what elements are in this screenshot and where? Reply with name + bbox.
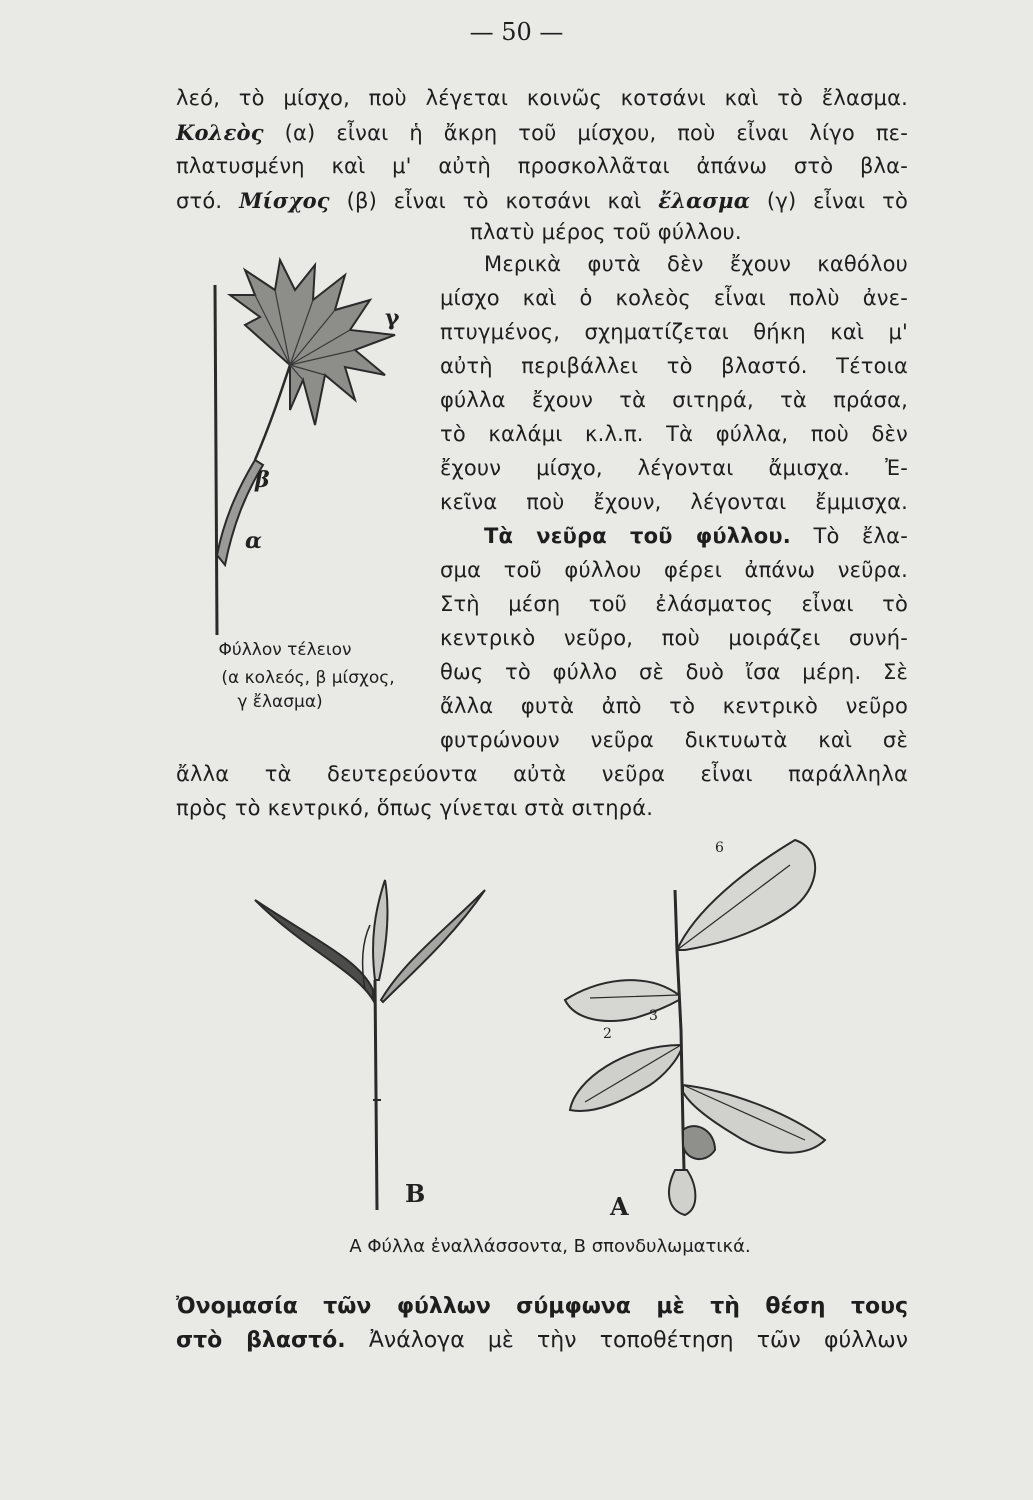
term-mischos: Μίσχος (239, 188, 330, 213)
page-number: — 50 — (469, 18, 564, 46)
text-line (484, 524, 908, 548)
label-B: Β (405, 1179, 426, 1208)
text-line: ἄλλα φυτὰ ἀπὸ τὸ κεντρικὸ νεῦρο (440, 694, 908, 718)
section-heading (176, 1294, 908, 1319)
text-line: πλατυσμένη καὶ μ' αὐτὴ προσκολλᾶται ἀπάνω στὸ βλα- (176, 154, 908, 178)
text-span: Ἀνάλογα μὲ τὴν τοποθέτηση τῶν φύλλων (345, 1328, 908, 1353)
label-6: 6 (715, 840, 724, 856)
subheading-nevra: Τὰ νεῦρα τοῦ φύλλου. (484, 524, 791, 548)
text-span: (β) εἶναι τὸ κοτσάνι καὶ (329, 189, 659, 213)
text-line (176, 1328, 908, 1353)
leaf-blade (230, 260, 395, 425)
heading-text: Ὀνομασία τῶν φύλλων σύμφωνα μὲ τὴ θέση τους (176, 1294, 908, 1319)
figure1-caption-line: Φύλλον τέλειον (218, 640, 352, 660)
figure1-caption-line: γ ἔλασμα) (237, 692, 323, 712)
text-line (176, 120, 908, 145)
label-beta: β (255, 467, 270, 493)
term-elasma: ἔλασμα (658, 188, 751, 213)
text-line: σμα τοῦ φύλλου φέρει ἀπάνω νεῦρα. (440, 558, 908, 582)
figure1-caption-line: (α κολεός, β μίσχος, (221, 668, 395, 688)
label-alpha: α (245, 528, 262, 554)
label-3: 3 (649, 1008, 658, 1024)
figure2-caption: Α Φύλλα ἐναλλάσσοντα, Β σπονδυλωματικά. (349, 1236, 751, 1257)
text-line: κεντρικὸ νεῦρο, ποὺ μοιράζει συνή- (440, 626, 908, 650)
text-span: (α) εἶναι ἡ ἄκρη τοῦ μίσχου, ποὺ εἶναι λίγο πε- (263, 121, 908, 145)
term-koleos: Κολεὸς (176, 120, 264, 145)
text-line: τὸ καλάμι κ.λ.π. Τὰ φύλλα, ποὺ δὲν (440, 422, 908, 446)
text-line: λεό, τὸ μίσχο, ποὺ λέγεται κοινῶς κοτσάνι καὶ τὸ ἔλασμα. (176, 86, 908, 110)
text-line: Μερικὰ φυτὰ δὲν ἔχουν καθόλου (484, 252, 908, 276)
figure-leaf-arrangement (245, 830, 845, 1230)
heading-text: στὸ βλαστό. (176, 1328, 346, 1353)
text-line: πτυγμένος, σχηματίζεται θήκη καὶ μ' (440, 320, 908, 344)
figure-complete-leaf (185, 255, 420, 635)
text-line: ἄλλα τὰ δευτερεύοντα αὐτὰ νεῦρα εἶναι παράλληλα (176, 762, 908, 786)
text-line (176, 188, 908, 213)
text-line: θως τὸ φύλλο σὲ δυὸ ἴσα μέρη. Σὲ (440, 660, 908, 684)
text-line: πλατὺ μέρος τοῦ φύλλου. (470, 220, 742, 244)
text-span: Τὸ ἔλα- (790, 524, 909, 548)
text-line: Στὴ μέση τοῦ ἐλάσματος εἶναι τὸ (440, 592, 908, 616)
whorled-shoot (255, 880, 485, 1210)
text-line: φυτρώνουν νεῦρα δικτυωτὰ καὶ σὲ (440, 728, 908, 752)
text-span: (γ) εἶναι τὸ (750, 189, 908, 213)
petiole (255, 365, 290, 460)
text-line: μίσχο καὶ ὁ κολεὸς εἶναι πολὺ ἀνε- (440, 286, 908, 310)
label-2: 2 (603, 1026, 612, 1042)
text-line: φύλλα ἔχουν τὰ σιτηρά, τὰ πράσα, (440, 388, 908, 412)
stem (215, 285, 217, 635)
label-gamma: γ (385, 305, 400, 331)
text-line: κεῖνα ποὺ ἔχουν, λέγονται ἔμμισχα. (440, 490, 908, 514)
text-span: στό. (176, 189, 240, 213)
label-A: Α (610, 1192, 629, 1221)
text-line: αὐτὴ περιβάλλει τὸ βλαστό. Τέτοια (440, 354, 908, 378)
text-line: πρὸς τὸ κεντρικό, ὅπως γίνεται στὰ σιτηρά. (176, 796, 654, 820)
text-line: ἔχουν μίσχο, λέγονται ἄμισχα. Ἐ- (440, 456, 908, 480)
